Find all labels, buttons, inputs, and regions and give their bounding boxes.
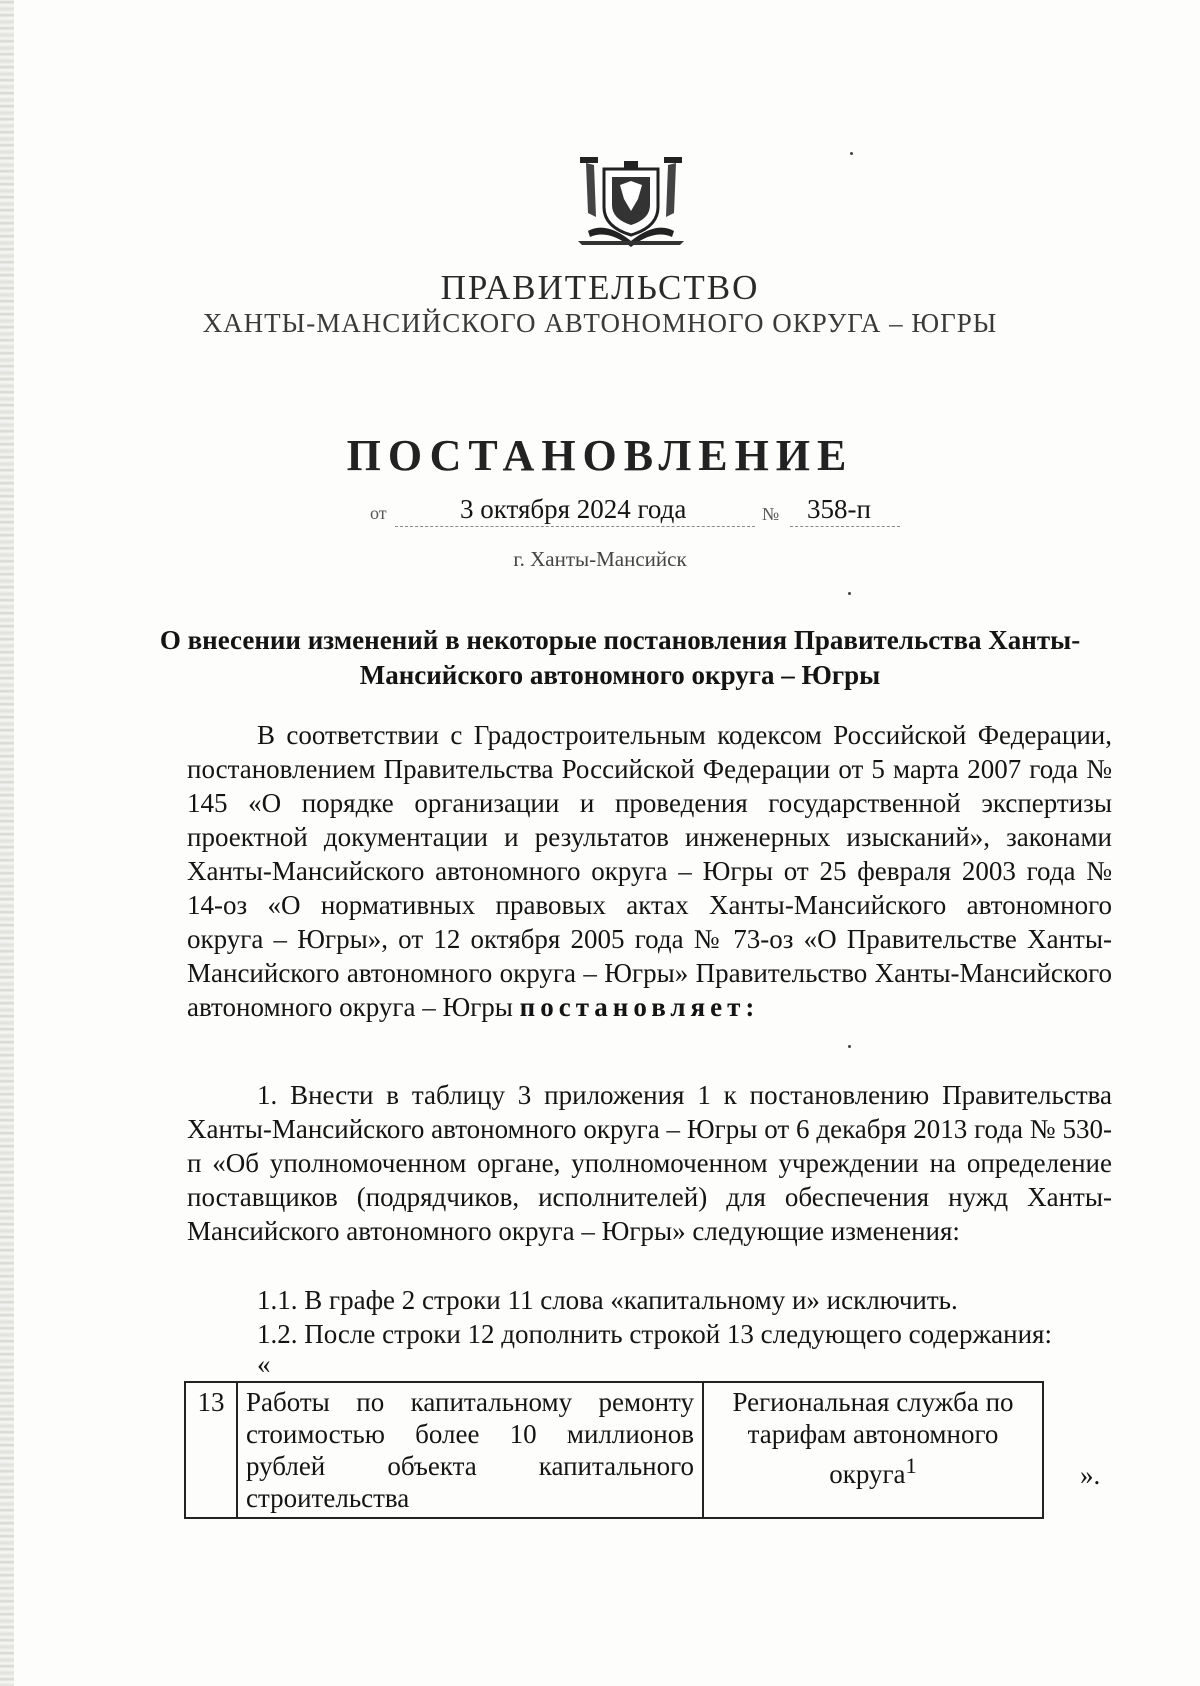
footnote-mark: 1	[905, 1453, 917, 1478]
row-number-cell: 13	[185, 1382, 237, 1518]
city: г. Ханты-Мансийск	[513, 547, 687, 571]
number-prefix: №	[762, 504, 780, 524]
number-underline	[790, 526, 900, 527]
government-title: ПРАВИТЕЛЬСТВО	[440, 268, 760, 307]
scan-speck	[848, 1045, 851, 1048]
item-1-paragraph: 1. Внести в таблицу 3 приложения 1 к постановлению Правительства Ханты-Мансийского автономного округа – Югры от 6 декабря 2013 года № 530-п «Об уполномоченном органе, уполномоченном учреждении на определение поставщиков (подрядчиков, исполнителей) для обеспечения нужд Ханты-Мансийского автономного округа – Югры» следующие изменения:	[187, 1080, 1112, 1246]
document-number: 358-п	[807, 494, 871, 524]
item-1-2: 1.2. После строки 12 дополнить строкой 13 следующего содержания:	[257, 1319, 1052, 1349]
works-cell: Работы по капитальному ремонту стоимостью более 10 миллионов рублей объекта капитального строительства	[237, 1382, 703, 1518]
document-title: О внесении изменений в некоторые постановления Правительства Ханты-Мансийского автономного округа – Югры	[159, 625, 1081, 690]
table-row	[185, 1382, 1043, 1518]
opening-quote: «	[257, 1349, 271, 1379]
scan-speck	[850, 152, 853, 155]
document-type: ПОСТАНОВЛЕНИЕ	[346, 431, 854, 480]
resolves-word: постановляет:	[519, 992, 760, 1022]
coat-of-arms-emblem	[576, 155, 686, 250]
amendment-table	[184, 1381, 1044, 1519]
date-underline	[395, 526, 755, 527]
scan-edge	[0, 0, 14, 1686]
date-prefix: от	[370, 503, 387, 523]
organization-text: Региональная служба по тарифам автономного округа	[732, 1387, 1014, 1489]
item-1-1: 1.1. В графе 2 строки 11 слова «капитальному и» исключить.	[257, 1285, 958, 1315]
organization-cell	[703, 1382, 1043, 1518]
region-name: ХАНТЫ-МАНСИЙСКОГО АВТОНОМНОГО ОКРУГА – ЮГРЫ	[202, 308, 998, 338]
document-date: 3 октября 2024 года	[460, 494, 687, 524]
preamble-text: В соответствии с Градостроительным кодексом Российской Федерации, постановлением Правительства Российской Федерации от 5 марта 2007 года № 145 «О порядке организации и проведения государственной экспертизы проектной документации и результатов инженерных изысканий», законами Ханты-Мансийского автономного округа – Югры от 25 февраля 2003 года № 14-оз «О нормативных правовых актах Ханты-Мансийского автономного округа – Югры», от 12 октября 2005 года № 73-оз «О Правительстве Ханты-Мансийского автономного округа – Югры» Правительство Ханты-Мансийского автономного округа – Югры	[187, 720, 1112, 1022]
closing-quote: ».	[1080, 1460, 1101, 1490]
scan-speck	[848, 592, 851, 595]
preamble-paragraph	[187, 718, 1112, 1024]
